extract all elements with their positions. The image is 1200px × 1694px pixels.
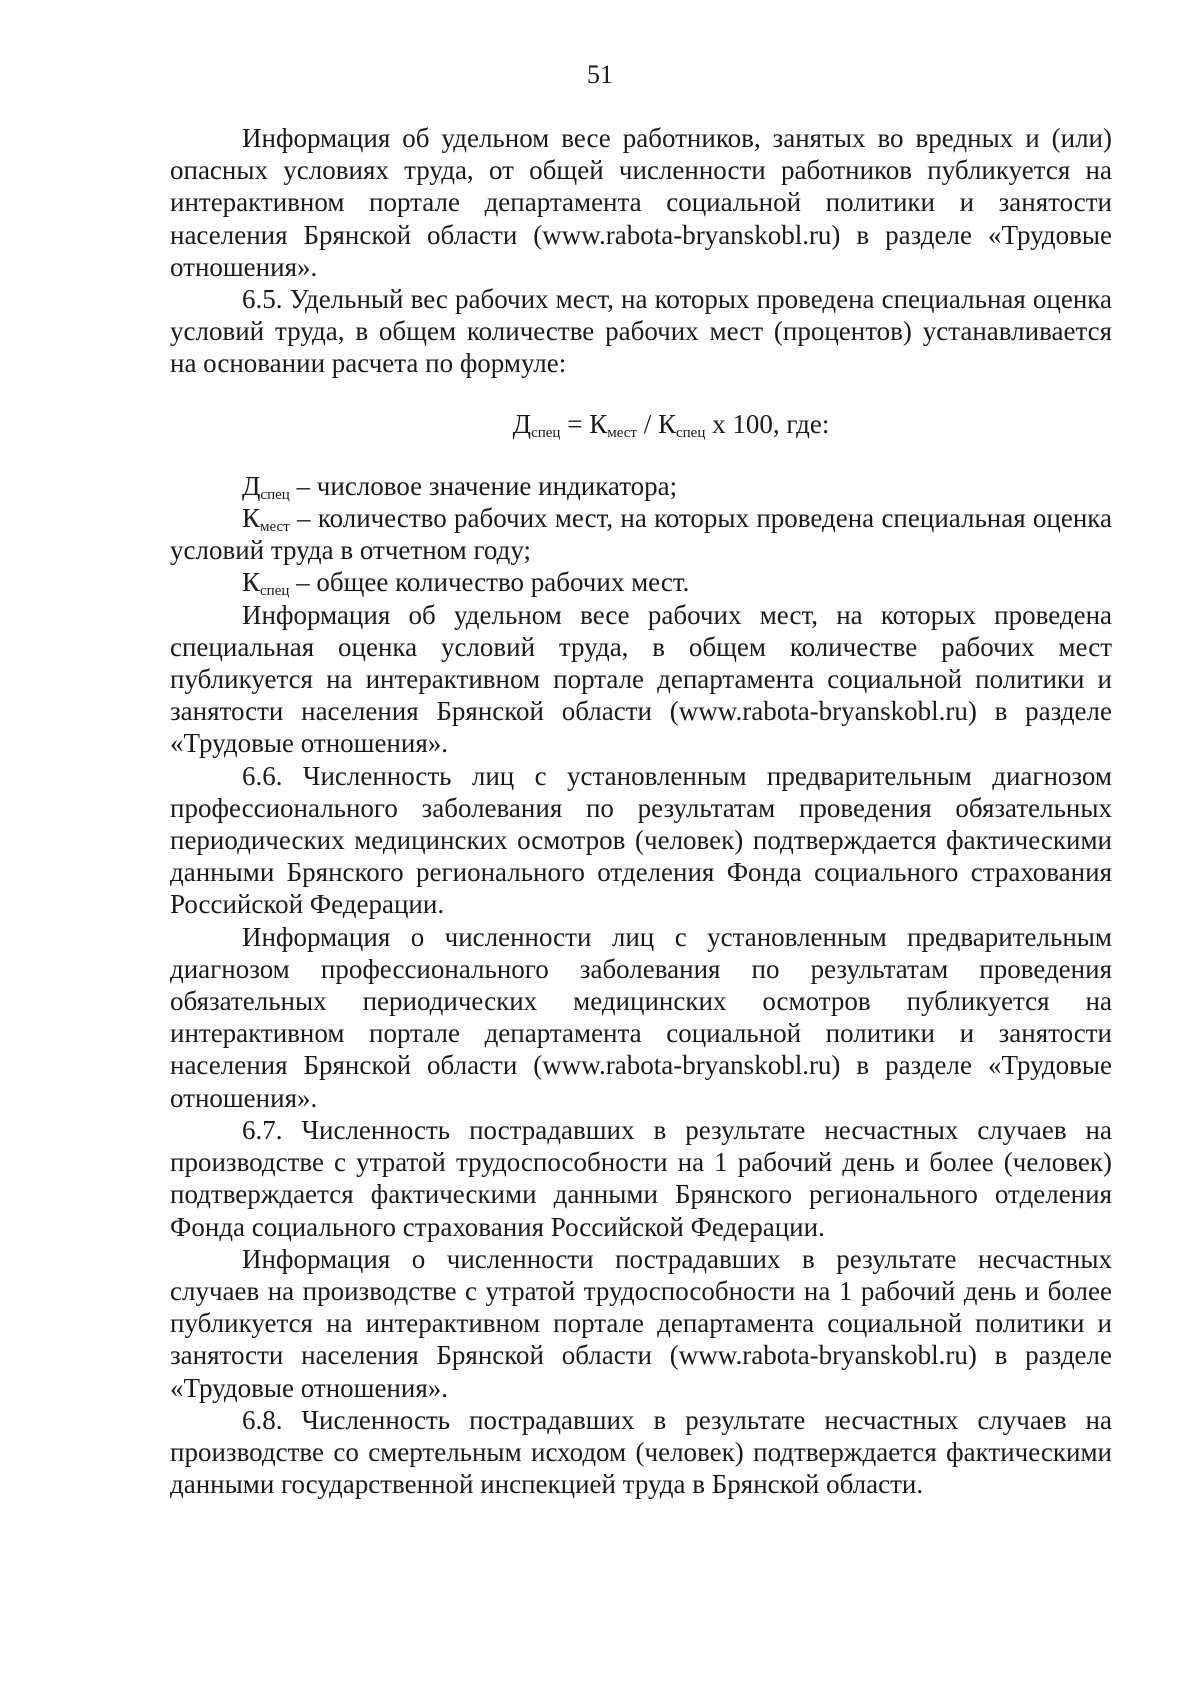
definition-k-mest <box>170 502 1112 566</box>
definition-symbol-subscript: спец <box>260 486 290 503</box>
paragraph-info-injured-workers: Информация о численности пострадавших в результате несчастных случаев на производстве с утратой трудоспособности на 1 рабочий день и более публикуется на интерактивном портале департамента социальной политики и занятости населения Брянской области (www.rabota-bryanskobl.ru) в разделе «Трудовые отношения». <box>170 1243 1112 1403</box>
formula-d: Д <box>512 408 532 439</box>
definition-text: – общее количество рабочих мест. <box>289 567 690 598</box>
definition-symbol-subscript: мест <box>260 519 290 536</box>
paragraph-6-5: 6.5. Удельный вес рабочих мест, на которых проведена специальная оценка условий труда, в общем количестве рабочих мест (процентов) устанавливается на основании расчета по формуле: <box>170 284 1112 379</box>
definition-symbol-subscript: спец <box>260 583 290 600</box>
formula-divide: / <box>636 408 658 439</box>
paragraph-info-special-assessment: Информация об удельном весе рабочих мест, на которых проведена специальная оценка условий труда, в общем количестве рабочих мест публикуется на интерактивном портале департамента социальной политики и занятости населения Брянской области (www.rabota-bryanskobl.ru) в разделе «Трудовые отношения». <box>170 599 1112 759</box>
definition-text: – количество рабочих мест, на которых проведена специальная оценка условий труда в отчетном году; <box>170 503 1112 566</box>
definition-symbol: К <box>242 503 261 534</box>
formula-k-mest-subscript: мест <box>607 424 637 441</box>
formula-k-spec-subscript: спец <box>676 424 706 441</box>
definition-d-spec <box>170 470 1112 502</box>
definition-symbol: Д <box>242 470 261 501</box>
paragraph-6-7: 6.7. Численность пострадавших в результате несчастных случаев на производстве с утратой трудоспособности на 1 рабочий день и более (человек) подтверждается фактическими данными Брянского регионального отделения Фонда социального страхования Российской Федерации. <box>170 1114 1112 1242</box>
formula <box>170 408 1112 440</box>
paragraph-info-occupational-disease: Информация о численности лиц с установленным предварительным диагнозом профессионального заболевания по результатам проведения обязательных периодических медицинских осмотров публикуется на интерактивном портале департамента социальной политики и занятости населения Брянской области (www.rabota-bryanskobl.ru) в разделе «Трудовые отношения». <box>170 921 1112 1113</box>
formula-k-mest: К <box>589 408 608 439</box>
paragraph-6-6: 6.6. Численность лиц с установленным предварительным диагнозом профессионального заболевания по результатам проведения обязательных периодических медицинских осмотров (человек) подтверждается фактическими данными Брянского регионального отделения Фонда социального страхования Российской Федерации. <box>170 760 1112 920</box>
formula-equals: = <box>560 408 590 439</box>
formula-d-subscript: спец <box>531 424 561 441</box>
definition-k-spec <box>170 566 1112 598</box>
formula-k-spec: К <box>657 408 676 439</box>
page-number: 51 <box>587 60 613 89</box>
formula-tail: x 100, где: <box>705 408 830 439</box>
document-body <box>170 122 1112 1500</box>
paragraph-6-8: 6.8. Численность пострадавших в результате несчастных случаев на производстве со смертельным исходом (человек) подтверждается фактическими данными государственной инспекцией труда в Брянской области. <box>170 1404 1112 1500</box>
definition-text: – числовое значение индикатора; <box>289 470 678 501</box>
definition-symbol: К <box>242 567 261 598</box>
paragraph-info-harmful-conditions: Информация об удельном весе работников, занятых во вредных и (или) опасных условиях труда, от общей численности работников публикуется на интерактивном портале департамента социальной политики и занятости населения Брянской области (www.rabota-bryanskobl.ru) в разделе «Трудовые отношения». <box>170 123 1112 282</box>
